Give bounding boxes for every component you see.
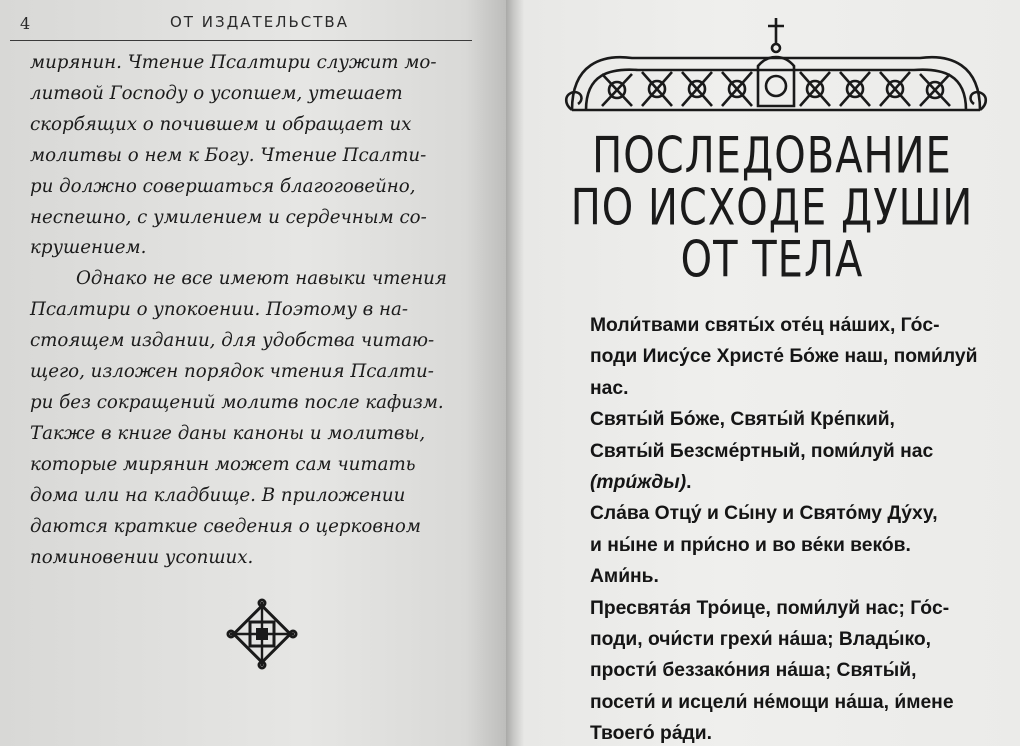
running-header — [10, 10, 472, 41]
title-line: ПОСЛЕДОВАНИЕ — [592, 127, 952, 185]
prayer-text — [590, 310, 1000, 746]
prayer-paragraph — [590, 404, 1000, 498]
title-line: ОТ ТЕЛА — [680, 231, 864, 289]
prayer-paragraph — [590, 593, 1000, 746]
prayer-line: Сла́ва Отцу́ и Сы́ну и Свято́му Ду́ху, и ны́не и при́сно и во ве́ки веко́в. Ами́нь. — [590, 503, 938, 588]
prayer-line: Пресвята́я Тро́ице, поми́луй нас; Го́с- поди, очи́сти грехи́ на́ша; Влады́ко, прости́ беззако́ния на́ша; Святы́й, посети́ и исцели́ не́мощи на́ша, и́мене Твоего́ ра́ди. — [590, 597, 954, 745]
prayer-paragraph — [590, 310, 1000, 404]
rubric: (три́жды) — [590, 472, 687, 494]
prayer-line: . — [686, 472, 692, 494]
title-line: ПО ИСХОДЕ ДУШИ — [570, 179, 974, 237]
paragraph: Однако не все имеют навыки чтения Псалтири о упокоении. Поэтому в на- стоящем издании, для удобства читаю- щего, изложен порядок чтения Псалти- ри без сокращений молитв после кафизм. Также в книге даны каноны и молитвы, которые мирянин может сам читать дома или на кладбище. В приложении даются краткие сведения о церковном поминовении усопших. — [30, 268, 447, 568]
cross-knot-ornament-icon — [226, 598, 298, 670]
left-page — [0, 0, 506, 746]
book-gutter — [506, 0, 524, 746]
page-number: 4 — [20, 14, 31, 33]
prayer-line: Моли́твами святы́х оте́ц на́ших, Го́с- поди Иису́се Христе́ Бо́же наш, поми́луй нас. — [590, 315, 978, 399]
right-page — [524, 0, 1020, 746]
interlace-headpiece-icon — [562, 14, 990, 120]
prayer-line: Святы́й Бо́же, Святы́й Кре́пкий, Святы́й Безсме́ртный, поми́луй нас — [590, 409, 934, 462]
left-body-text — [30, 48, 478, 573]
paragraph: мирянин. Чтение Псалтири служит мо- литвой Господу о усопшем, утешает скорбящих о почившем и обращает их молитвы о нем к Богу. Чтение Псалти- ри должно совершаться благоговейно, неспешно, с умилением и сердечным со- крушением. — [30, 52, 437, 259]
chapter-title — [524, 127, 1020, 289]
prayer-paragraph — [590, 498, 1000, 592]
running-head-title: ОТ ИЗДАТЕЛЬСТВА — [170, 13, 349, 31]
